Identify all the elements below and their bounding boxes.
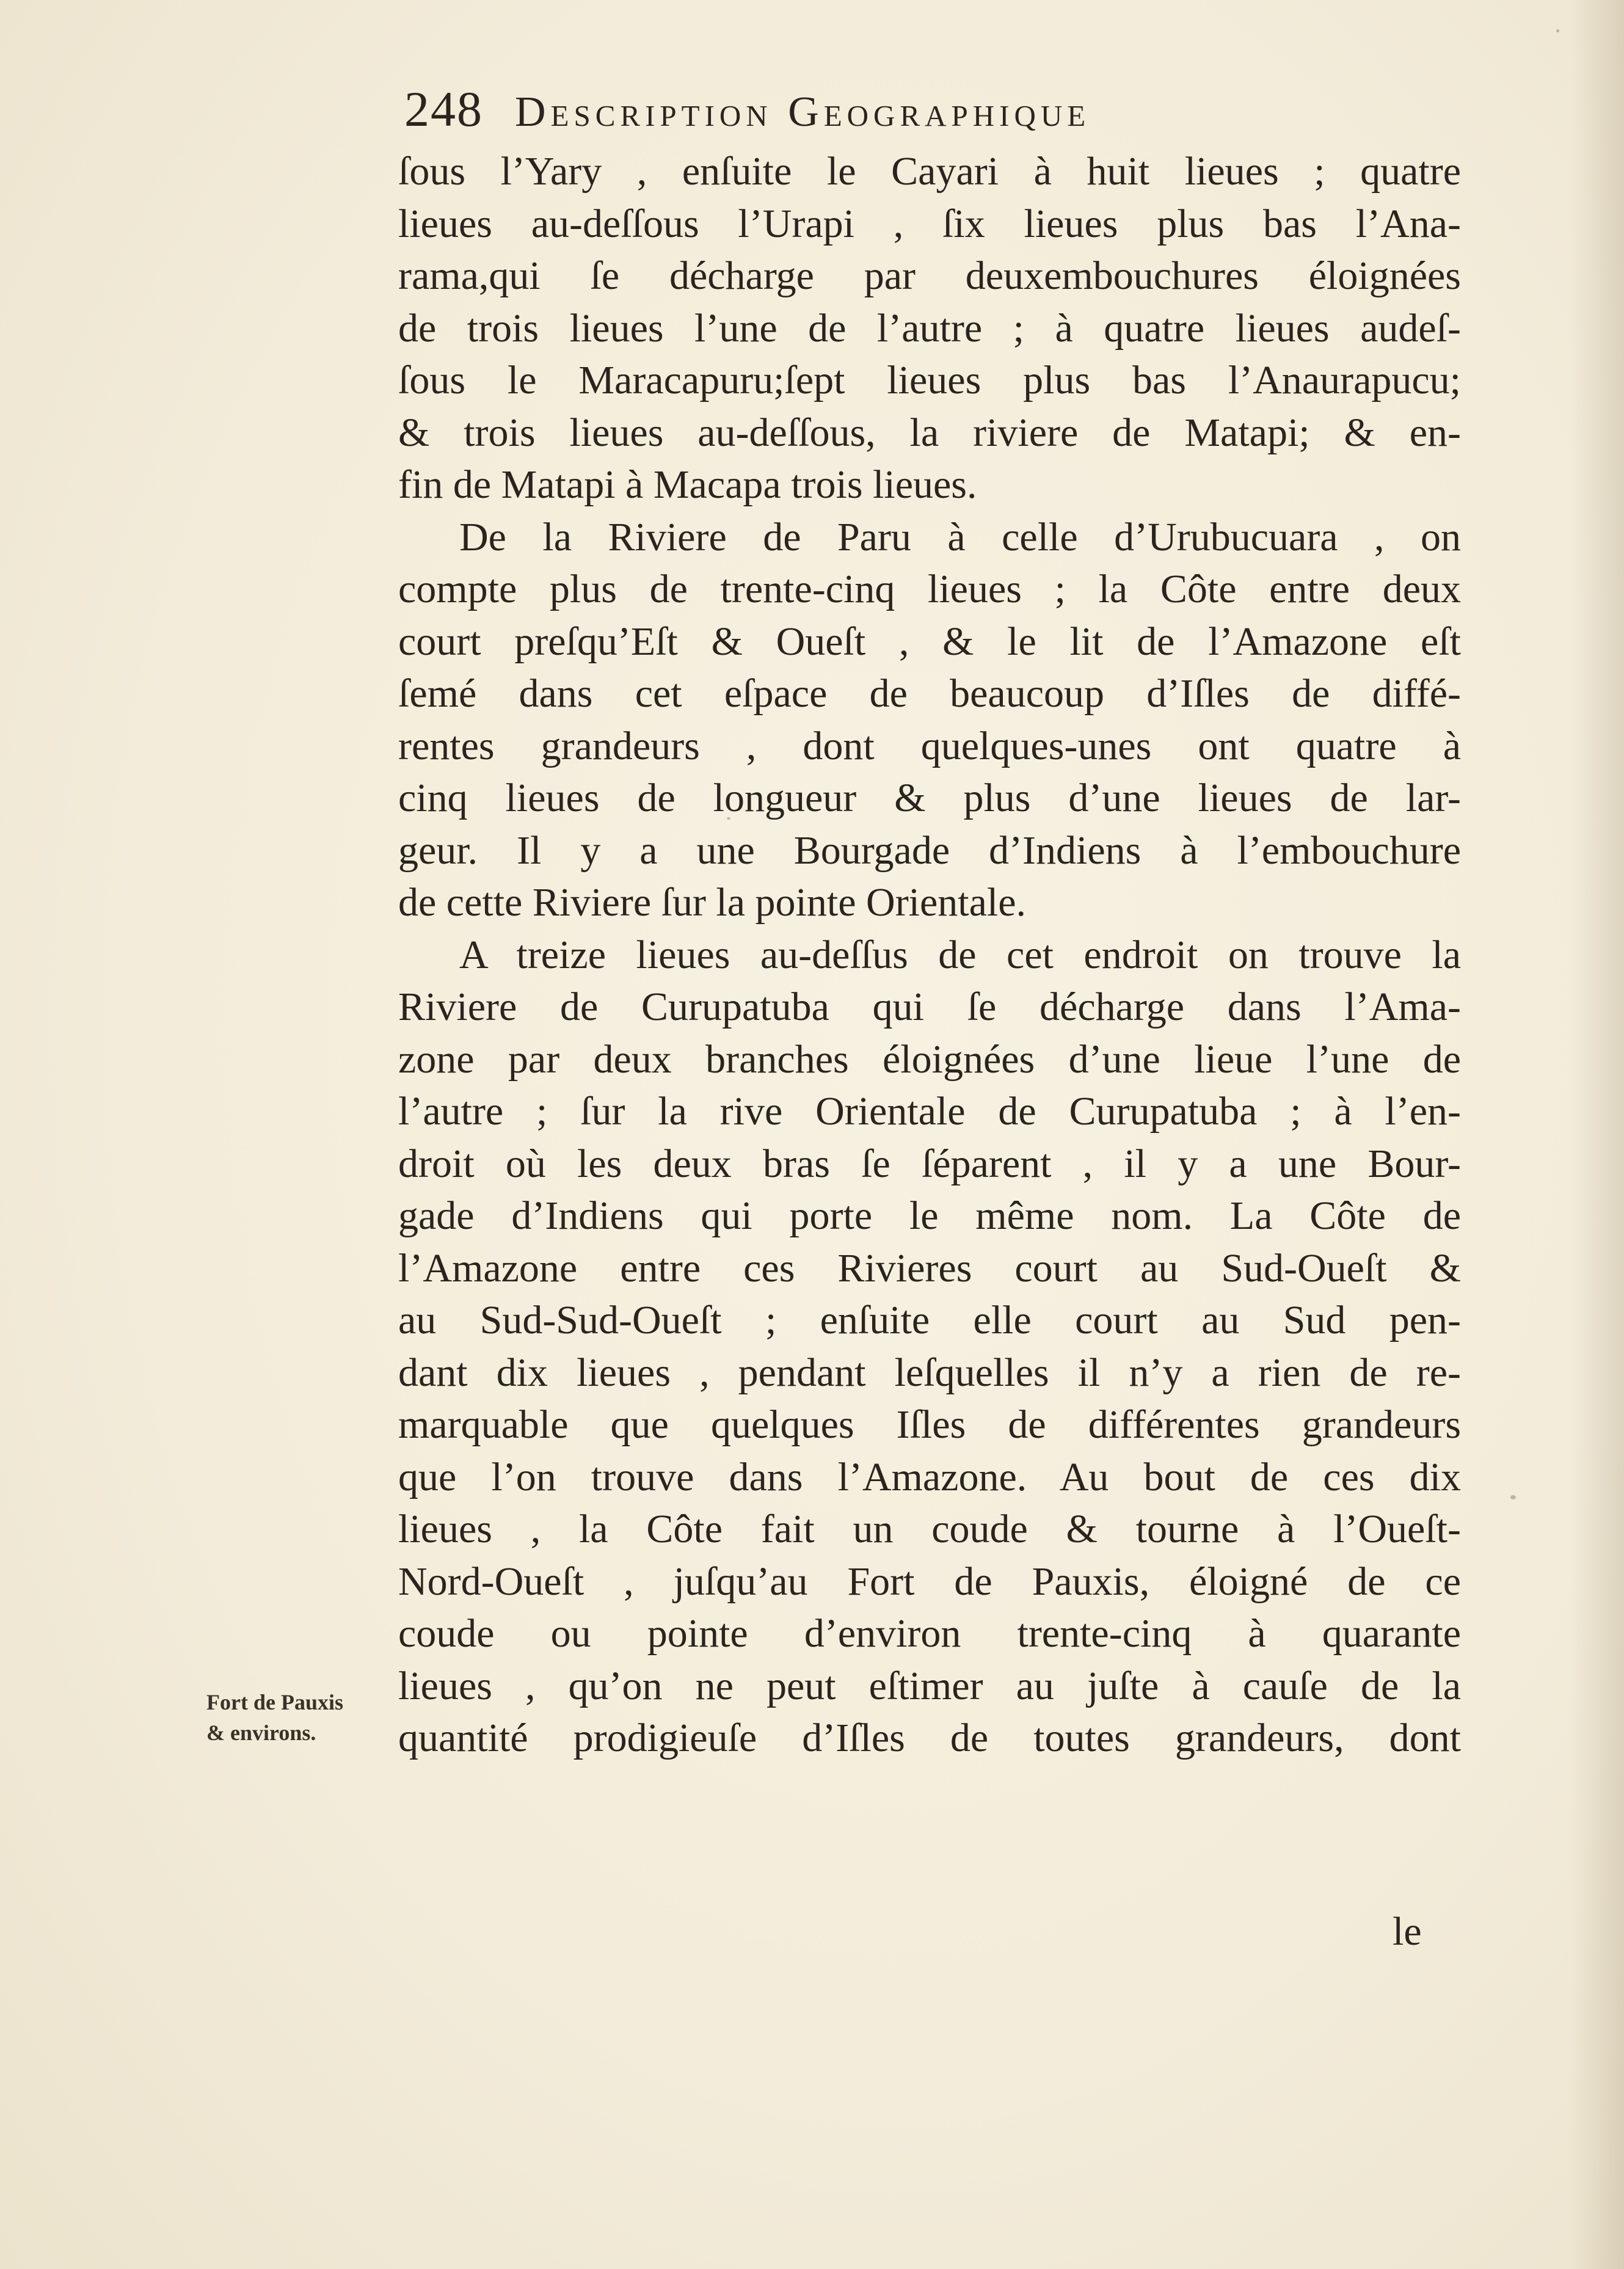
text-line: ſemé dans cet eſpace de beaucoup d’Iſles de diffé- <box>398 671 1461 716</box>
text-line: quantité prodigieuſe d’Iſles de toutes grandeurs, dont <box>398 1716 1461 1760</box>
catchword: le <box>1393 1909 1422 1954</box>
text-line: Nord-Oueſt , juſqu’au Fort de Pauxis, éloigné de ce <box>398 1559 1461 1604</box>
paragraph-start-line: De la Riviere de Paru à celle d’Urubucuara , on <box>459 514 1461 559</box>
text-line: l’Amazone entre ces Rivieres court au Sud-Oueſt & <box>398 1245 1461 1291</box>
text-line: fin de Matapi à Macapa trois lieues. <box>398 462 977 507</box>
page-edge-shadow <box>1569 0 1624 2269</box>
text-line: zone par deux branches éloignées d’une lieue l’une de <box>398 1036 1461 1082</box>
text-line: gade d’Indiens qui porte le même nom. La Côte de <box>398 1193 1461 1238</box>
text-line: lieues , la Côte fait un coude & tourne à l’Oueſt- <box>398 1507 1461 1551</box>
text-line: au Sud-Sud-Oueſt ; enſuite elle court au Sud pen- <box>398 1298 1461 1342</box>
text-line: de trois lieues l’une de l’autre ; à quatre lieues audeſ- <box>398 305 1461 351</box>
body-text <box>398 145 1461 1765</box>
text-line: lieues , qu’on ne peut eſtimer au juſte à cauſe de la <box>398 1663 1461 1708</box>
text-line: dant dix lieues , pendant leſquelles il n’y a rien de re- <box>398 1350 1461 1395</box>
paper-speck <box>1556 29 1559 32</box>
text-line: coude ou pointe d’environ trente-cinq à quarante <box>398 1611 1461 1656</box>
text-line: rama,qui ſe décharge par deuxembouchures éloignées <box>398 253 1461 298</box>
margin-note-line: & environs. <box>206 1721 316 1745</box>
text-line: compte plus de trente-cinq lieues ; la Côte entre deux <box>398 567 1461 611</box>
text-line: que l’on trouve dans l’Amazone. Au bout de ces dix <box>398 1454 1461 1499</box>
text-line: ſous le Maracapuru;ſept lieues plus bas l’Anaurapucu; <box>398 358 1461 402</box>
running-head <box>404 81 1473 148</box>
paragraph-start-line: A treize lieues au-deſſus de cet endroit on trouve la <box>459 932 1461 977</box>
paper-speck <box>1510 1495 1516 1499</box>
margin-note <box>206 1687 390 1748</box>
text-line: & trois lieues au-deſſous, la riviere de Matapi; & en- <box>398 410 1461 455</box>
page-number: 248 <box>404 81 483 137</box>
text-line: cinq lieues de longueur & plus d’une lieues de lar- <box>398 776 1461 820</box>
running-title: Description Geographique <box>515 89 1091 136</box>
text-line: lieues au-deſſous l’Urapi , ſix lieues plus bas l’Ana- <box>398 201 1461 246</box>
text-line: court preſqu’Eſt & Oueſt , & le lit de l’Amazone eſt <box>398 619 1461 664</box>
text-line: geur. Il y a une Bourgade d’Indiens à l’embouchure <box>398 828 1461 873</box>
text-line: l’autre ; ſur la rive Orientale de Curupatuba ; à l’en- <box>398 1089 1461 1134</box>
margin-note-line: Fort de Pauxis <box>206 1690 343 1714</box>
text-line: ſous l’Yary , enſuite le Cayari à huit lieues ; quatre <box>398 149 1461 194</box>
text-line: marquable que quelques Iſles de différentes grandeurs <box>398 1402 1461 1447</box>
text-line: droit où les deux bras ſe ſéparent , il y a une Bour- <box>398 1141 1461 1186</box>
text-line: rentes grandeurs , dont quelques-unes ont quatre à <box>398 723 1461 768</box>
text-line: Riviere de Curupatuba qui ſe décharge dans l’Ama- <box>398 985 1461 1029</box>
text-line: de cette Riviere ſur la pointe Orientale. <box>398 880 1027 925</box>
